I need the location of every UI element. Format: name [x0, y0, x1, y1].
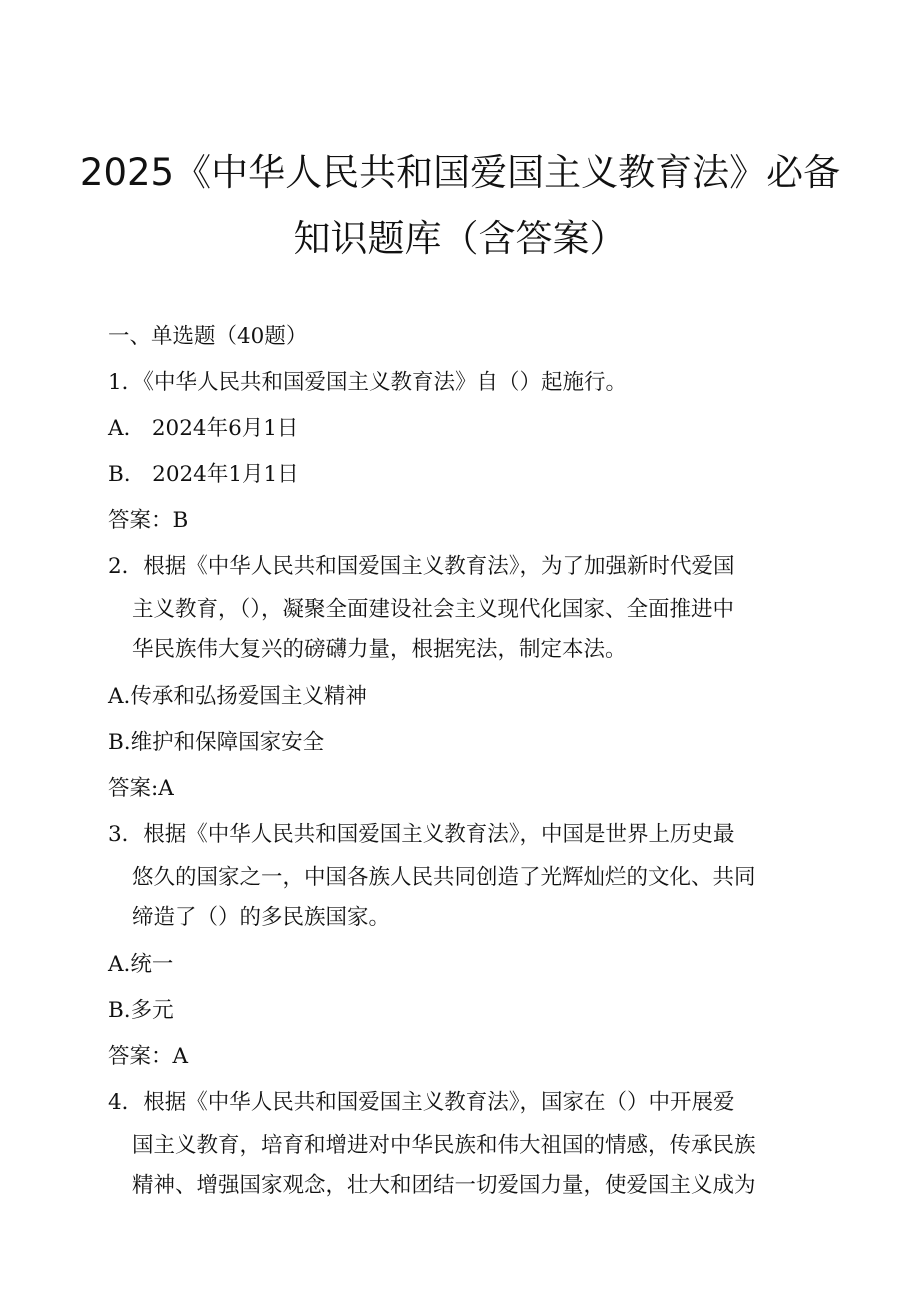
option-a: A.传承和弘扬爱国主义精神: [108, 684, 367, 709]
question-line: 缔造了（）的多民族国家。: [132, 905, 391, 930]
document-title-line-1: 2025《中华人民共和国爱国主义教育法》必备: [79, 151, 841, 194]
option-a: A.统一: [108, 952, 174, 977]
answer-line: 答案：A: [108, 1044, 189, 1069]
question-number: 4．: [108, 1090, 144, 1115]
question-line: 《中华人民共和国爱国主义教育法》自（）起施行。: [143, 370, 627, 395]
option-b: B.维护和保障国家安全: [108, 730, 325, 755]
question-line: 国主义教育，培育和增进对中华民族和伟大祖国的情感，传承民族: [132, 1133, 756, 1158]
question-text: [108, 360, 808, 406]
question-text: [108, 812, 808, 858]
question-number: 1．: [108, 370, 144, 395]
question-line: 主义教育，（），凝聚全面建设社会主义现代化国家、全面推进中: [132, 597, 735, 622]
question-line: 华民族伟大复兴的磅礴力量，根据宪法，制定本法。: [132, 637, 627, 662]
option-a: A. 2024年6月1日: [108, 416, 299, 441]
question-number: 2．: [108, 554, 144, 579]
document-title-line-2: 知识题库（含答案）: [293, 217, 627, 260]
question-2: [108, 544, 808, 812]
document-body: [108, 314, 808, 1206]
question-line: 根据《中华人民共和国爱国主义教育法》，中国是世界上历史最: [143, 822, 735, 847]
answer-line: 答案：B: [108, 508, 189, 533]
question-1: [108, 360, 808, 544]
question-line: 精神、增强国家观念，壮大和团结一切爱国力量，使爱国主义成为: [132, 1173, 756, 1198]
question-text: [108, 1080, 808, 1126]
question-line: 根据《中华人民共和国爱国主义教育法》，国家在（）中开展爱: [143, 1090, 735, 1115]
question-3: [108, 812, 808, 1080]
section-heading: 一、单选题（40题）: [108, 324, 308, 349]
question-line: 悠久的国家之一，中国各族人民共同创造了光辉灿烂的文化、共同: [132, 865, 756, 890]
question-line: 根据《中华人民共和国爱国主义教育法》，为了加强新时代爱国: [143, 554, 735, 579]
question-number: 3．: [108, 822, 144, 847]
option-b: B.多元: [108, 998, 174, 1023]
question-4: [108, 1080, 808, 1206]
answer-line: 答案:A: [108, 776, 174, 801]
option-b: B. 2024年1月1日: [108, 462, 299, 487]
question-text: [108, 544, 808, 590]
